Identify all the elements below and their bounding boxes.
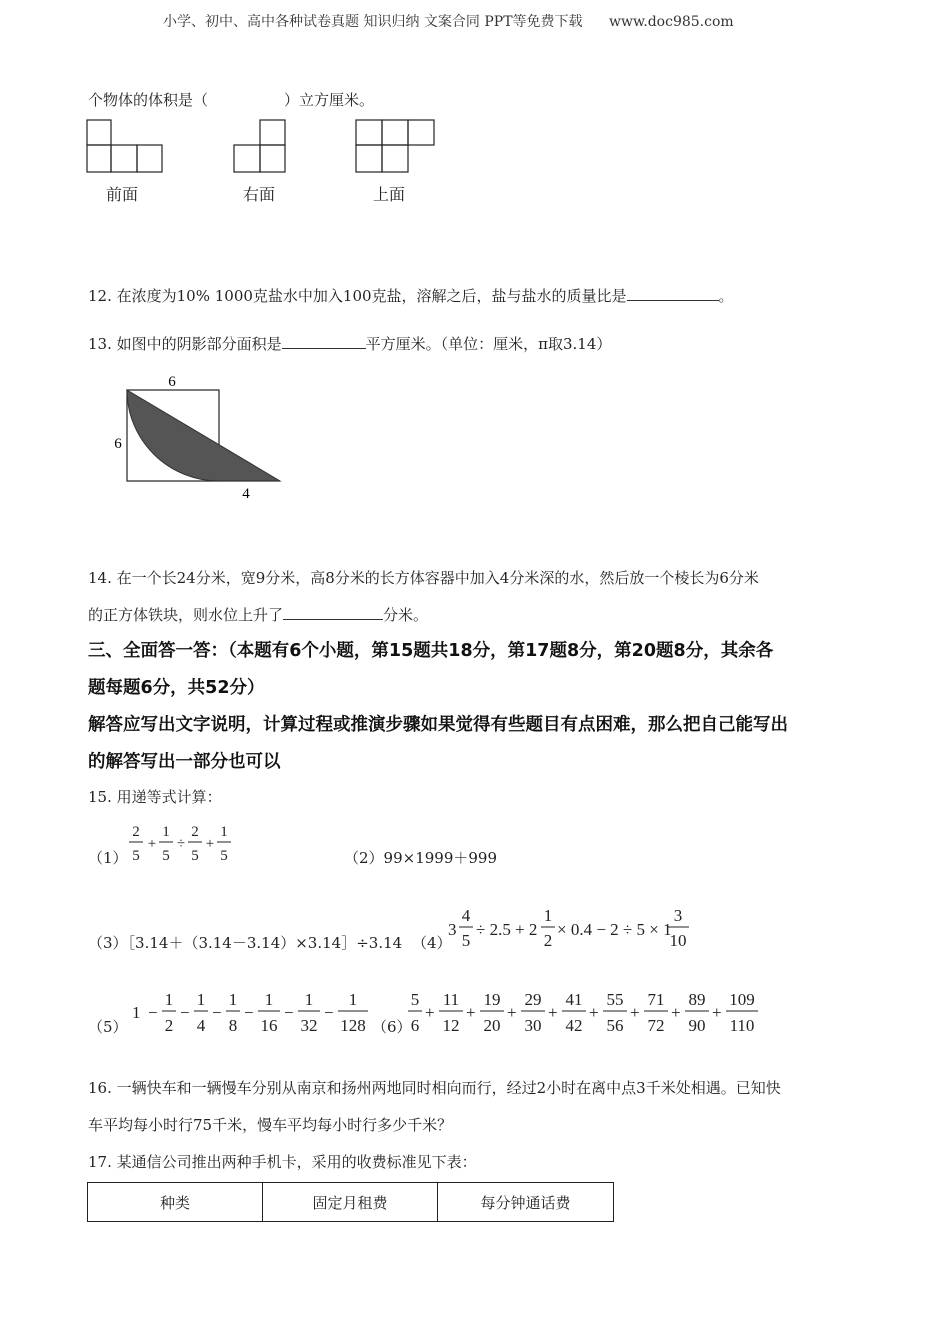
operator: −: [284, 1003, 294, 1022]
operator: −: [244, 1003, 254, 1022]
frac-numerator: 1: [196, 990, 206, 1009]
frac-numerator: 4: [461, 906, 471, 925]
frac-denominator: 32: [300, 1016, 318, 1035]
q12-answer-blank[interactable]: [627, 286, 719, 301]
front-view-cell: [111, 145, 137, 172]
frac-denominator: 30: [524, 1016, 542, 1035]
operator: +: [205, 836, 215, 852]
q15-expr1: [126, 818, 246, 868]
frac-numerator: 2: [132, 824, 140, 840]
section3-title-line1: 三、全面答一答：（本题有6个小题，第15题共18分，第17题8分，第20题8分，其余各: [88, 641, 774, 661]
right-view-cell: [260, 145, 285, 172]
front-view-cell: [137, 145, 162, 172]
q14-answer-blank[interactable]: [283, 605, 383, 620]
q12-end: 。: [718, 287, 734, 305]
frac-denominator: 8: [228, 1016, 238, 1035]
operator: +: [671, 1003, 681, 1022]
frac-numerator: 1: [162, 824, 170, 840]
q16-line2: 车平均每小时行75千米，慢车平均每小时行多少千米？: [88, 1116, 453, 1134]
q13-text-before: 13. 如图中的阴影部分面积是: [88, 335, 282, 353]
q13-figure: [100, 370, 300, 505]
top-view-cell: [356, 145, 382, 172]
frac-denominator: 42: [565, 1016, 583, 1035]
frac-numerator: 11: [442, 990, 460, 1009]
frac-numerator: 55: [606, 990, 624, 1009]
frac-denominator: 56: [606, 1016, 624, 1035]
top-view-label: 上面: [373, 185, 406, 204]
operator: +: [507, 1003, 517, 1022]
operator: +: [630, 1003, 640, 1022]
q16-line1: 16. 一辆快车和一辆慢车分别从南京和扬州两地同时相向而行，经过2小时在离中点3千米处相遇。已知快: [88, 1079, 781, 1097]
top-view-cell: [382, 145, 408, 172]
frac-denominator: 72: [647, 1016, 665, 1035]
front-view-label: 前面: [106, 185, 139, 204]
operator: −: [148, 1003, 158, 1022]
operator: +: [425, 1003, 435, 1022]
frac-numerator: 71: [647, 990, 665, 1009]
expr-middle: ÷ 2.5 + 2: [476, 920, 538, 939]
operator: −: [180, 1003, 190, 1022]
frac-denominator: 6: [410, 1016, 420, 1035]
q14-line1: 14. 在一个长24分米，宽9分米，高8分米的长方体容器中加入4分米深的水，然后放一个棱长为6分米: [88, 569, 759, 587]
frac-numerator: 1: [228, 990, 238, 1009]
right-view-cell: [234, 145, 260, 172]
label-top: 6: [168, 374, 176, 390]
q11-text: [88, 90, 374, 110]
table-header-cell: 固定月租费: [262, 1182, 438, 1222]
frac-denominator: 10: [669, 931, 687, 950]
q15-expr6: [406, 986, 755, 1040]
q13-text: [88, 334, 611, 354]
section3-title-line2: 题每题6分，共52分）: [88, 678, 265, 698]
label-left: 6: [114, 436, 122, 452]
frac-denominator: 5: [461, 931, 471, 950]
frac-denominator: 128: [340, 1016, 366, 1035]
q12-text: [88, 286, 734, 306]
frac-numerator: 29: [524, 990, 542, 1009]
q13-answer-blank[interactable]: [282, 334, 366, 349]
operator: +: [712, 1003, 722, 1022]
table-header-cell: 每分钟通话费: [437, 1182, 614, 1222]
q14-line2-before: 的正方体铁块，则水位上升了: [88, 606, 284, 624]
frac-numerator: 1: [220, 824, 228, 840]
frac-numerator: 109: [729, 990, 755, 1009]
frac-numerator: 3: [673, 906, 683, 925]
frac-denominator: 2: [543, 931, 553, 950]
frac-denominator: 2: [164, 1016, 174, 1035]
right-view-cell: [260, 120, 285, 145]
q15-p6-label: （6）: [372, 1018, 412, 1036]
operator: −: [212, 1003, 222, 1022]
frac-numerator: 1: [264, 990, 274, 1009]
header-text: 小学、初中、高中各种试卷真题 知识归纳 文案合同 PPT等免费下载: [163, 14, 583, 30]
frac-denominator: 90: [688, 1016, 706, 1035]
label-bottom: 4: [242, 486, 250, 502]
q15-p1-label: （1）: [88, 849, 128, 867]
expr-middle: × 0.4 − 2 ÷ 5 × 1: [557, 920, 672, 939]
top-view-cell: [356, 120, 382, 145]
frac-denominator: 16: [260, 1016, 278, 1035]
frac-denominator: 12: [442, 1016, 460, 1035]
front-view-cell: [87, 120, 111, 145]
operator: +: [147, 836, 157, 852]
q11-text-after: ）立方厘米。: [284, 91, 375, 109]
q15-title: 15. 用递等式计算：: [88, 788, 222, 806]
top-view-cell: [408, 120, 434, 145]
q11-text-before: 个物体的体积是（: [88, 91, 209, 109]
frac-denominator: 5: [162, 848, 170, 864]
q17-title: 17. 某通信公司推出两种手机卡，采用的收费标准见下表：: [88, 1153, 477, 1171]
frac-numerator: 1: [348, 990, 358, 1009]
operator: −: [324, 1003, 334, 1022]
frac-denominator: 4: [196, 1016, 206, 1035]
operator: +: [466, 1003, 476, 1022]
q14-line2-after: 分米。: [383, 606, 429, 624]
frac-numerator: 41: [565, 990, 583, 1009]
page-header: [163, 13, 734, 31]
table-header-cell: 种类: [87, 1182, 263, 1222]
frac-numerator: 19: [483, 990, 501, 1009]
frac-numerator: 5: [410, 990, 420, 1009]
q15-p3: （3）［3.14＋（3.14－3.14）×3.14］÷3.14: [88, 934, 403, 952]
frac-numerator: 1: [164, 990, 174, 1009]
frac-numerator: 2: [191, 824, 199, 840]
shaded-region: [127, 390, 280, 481]
top-view-cell: [382, 120, 408, 145]
q17-table: [87, 1182, 614, 1223]
q12-question: 12. 在浓度为10% 1000克盐水中加入100克盐，溶解之后，盐与盐水的质量比是: [88, 287, 627, 305]
front-view-cell: [87, 145, 111, 172]
frac-numerator: 1: [543, 906, 553, 925]
frac-denominator: 5: [220, 848, 228, 864]
q15-p4-label: （4）: [412, 934, 452, 952]
q14-line2: [88, 605, 428, 625]
section3-instruction-line2: 的解答写出一部分也可以: [88, 752, 281, 772]
frac-denominator: 5: [132, 848, 140, 864]
operator: ÷: [176, 836, 186, 852]
right-view-label: 右面: [243, 185, 276, 204]
whole-number: 3: [448, 920, 457, 939]
header-url[interactable]: www.doc985.com: [608, 14, 734, 30]
frac-denominator: 5: [191, 848, 199, 864]
q15-expr4: [446, 903, 696, 955]
q15-p2: （2）99×1999＋999: [344, 849, 498, 867]
q15-p5-label: （5）: [88, 1018, 128, 1036]
operator: +: [589, 1003, 599, 1022]
q15-expr5: [126, 986, 366, 1040]
section3-instruction-line1: 解答应写出文字说明，计算过程或推演步骤如果觉得有些题目有点困难，那么把自己能写出: [88, 715, 788, 735]
q13-text-after: 平方厘米。（单位：厘米，π取3.14）: [365, 335, 612, 353]
frac-numerator: 1: [304, 990, 314, 1009]
frac-denominator: 110: [729, 1016, 755, 1035]
operator: +: [548, 1003, 558, 1022]
frac-numerator: 89: [688, 990, 706, 1009]
frac-denominator: 20: [483, 1016, 501, 1035]
leading-one: 1: [132, 1003, 141, 1022]
